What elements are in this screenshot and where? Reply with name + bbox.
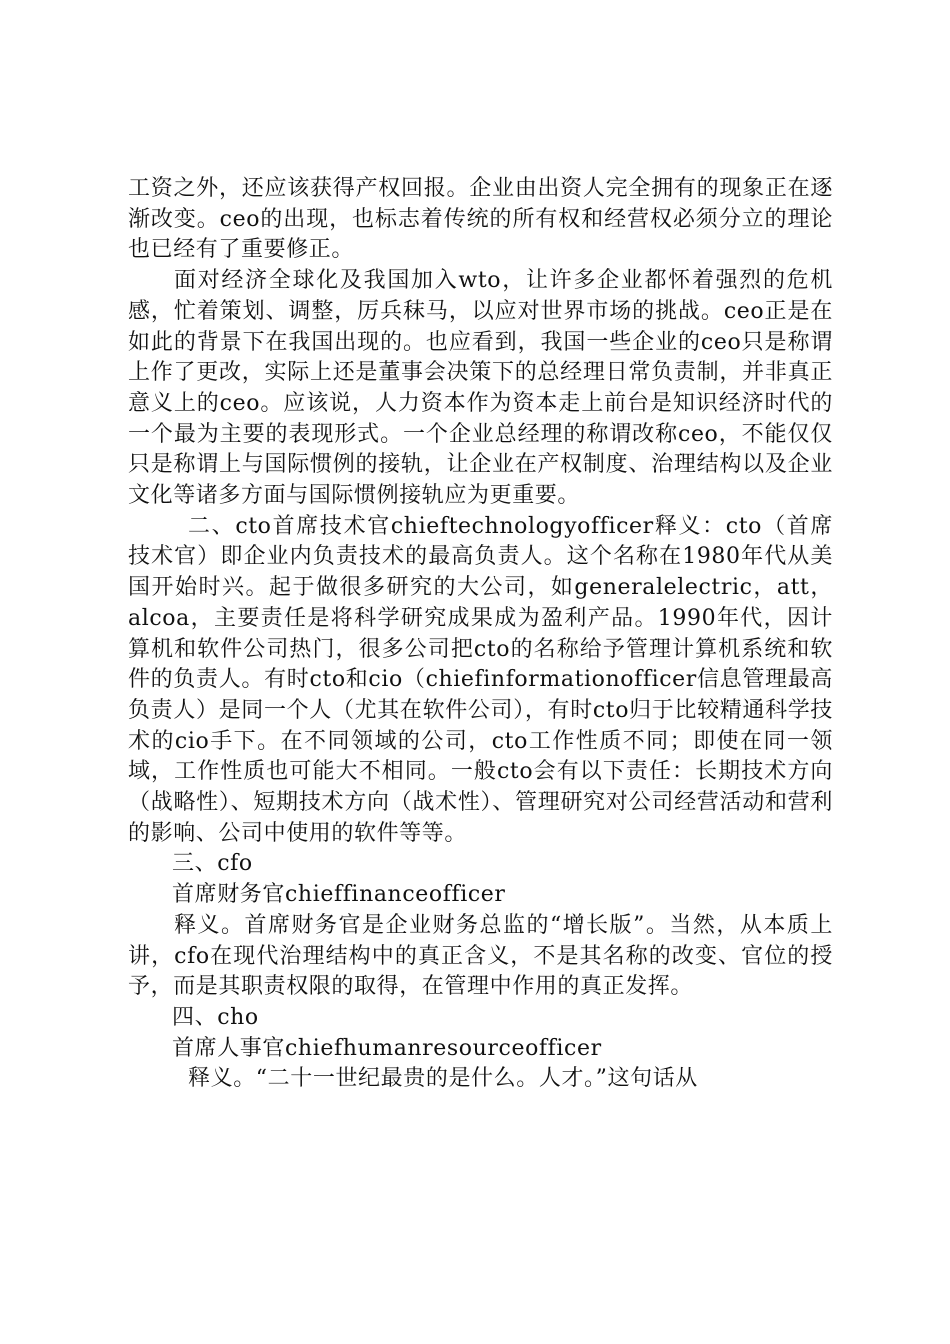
paragraph-cfo-definition: 释义。首席财务官是企业财务总监的“增长版”。当然，从本质上讲，cfo在现代治理结构中的真正含义，不是其名称的改变、官位的授予，而是其职责权限的取得，在管理中作用的真正发挥。: [128, 912, 833, 1000]
paragraph-cho-definition: 释义。“二十一世纪最贵的是什么。人才。”这句话从: [188, 1066, 698, 1092]
paragraph-cto: 二、cto首席技术官chieftechnologyofficer释义：cto（首席技术官）即企业内负责技术的最高负责人。这个名称在1980年代从美国开始时兴。起于做很多研究的大公司，如generalelectric，att，alcoa，主要责任是将科学研究成果成为盈利产品。1990年代，因计算机和软件公司热门，很多公司把cto的名称给予管理计算机系统和软件的负责人。有时cto和cio（chiefinformationofficer信息管理最高负责人）是同一个人（尤其在软件公司），有时cto归于比较精通科学技术的cio手下。在不同领域的公司，cto工作性质不同；即使在同一领域，工作性质也可能大不相同。一般cto会有以下责任：长期技术方向（战略性）、短期技术方向（战术性）、管理研究对公司经营活动和营利的影响、公司中使用的软件等等。: [128, 513, 833, 846]
subheading-cfo-title: 首席财务官chieffinanceofficer: [172, 882, 506, 908]
document-body: [128, 174, 833, 1095]
heading-cho: 四、cho: [172, 1004, 259, 1030]
paragraph-globalization: 面对经济全球化及我国加入wto，让许多企业都怀着强烈的危机感，忙着策划、调整，厉兵秣马，以应对世界市场的挑战。ceo正是在如此的背景下在我国出现的。也应看到，我国一些企业的ceo只是称谓上作了更改，实际上还是董事会决策下的总经理日常负责制，并非真正意义上的ceo。应该说，人力资本作为资本走上前台是知识经济时代的一个最为主要的表现形式。一个企业总经理的称谓改称ceo，不能仅仅只是称谓上与国际惯例的接轨，让企业在产权制度、治理结构以及企业文化等诸多方面与国际惯例接轨应为更重要。: [128, 268, 833, 509]
paragraph-ceo-continued: 工资之外，还应该获得产权回报。企业由出资人完全拥有的现象正在逐渐改变。ceo的出现，也标志着传统的所有权和经营权必须分立的理论也已经有了重要修正。: [128, 176, 833, 263]
subheading-cho-title: 首席人事官chiefhumanresourceofficer: [172, 1035, 602, 1061]
heading-cfo: 三、cfo: [172, 851, 253, 877]
